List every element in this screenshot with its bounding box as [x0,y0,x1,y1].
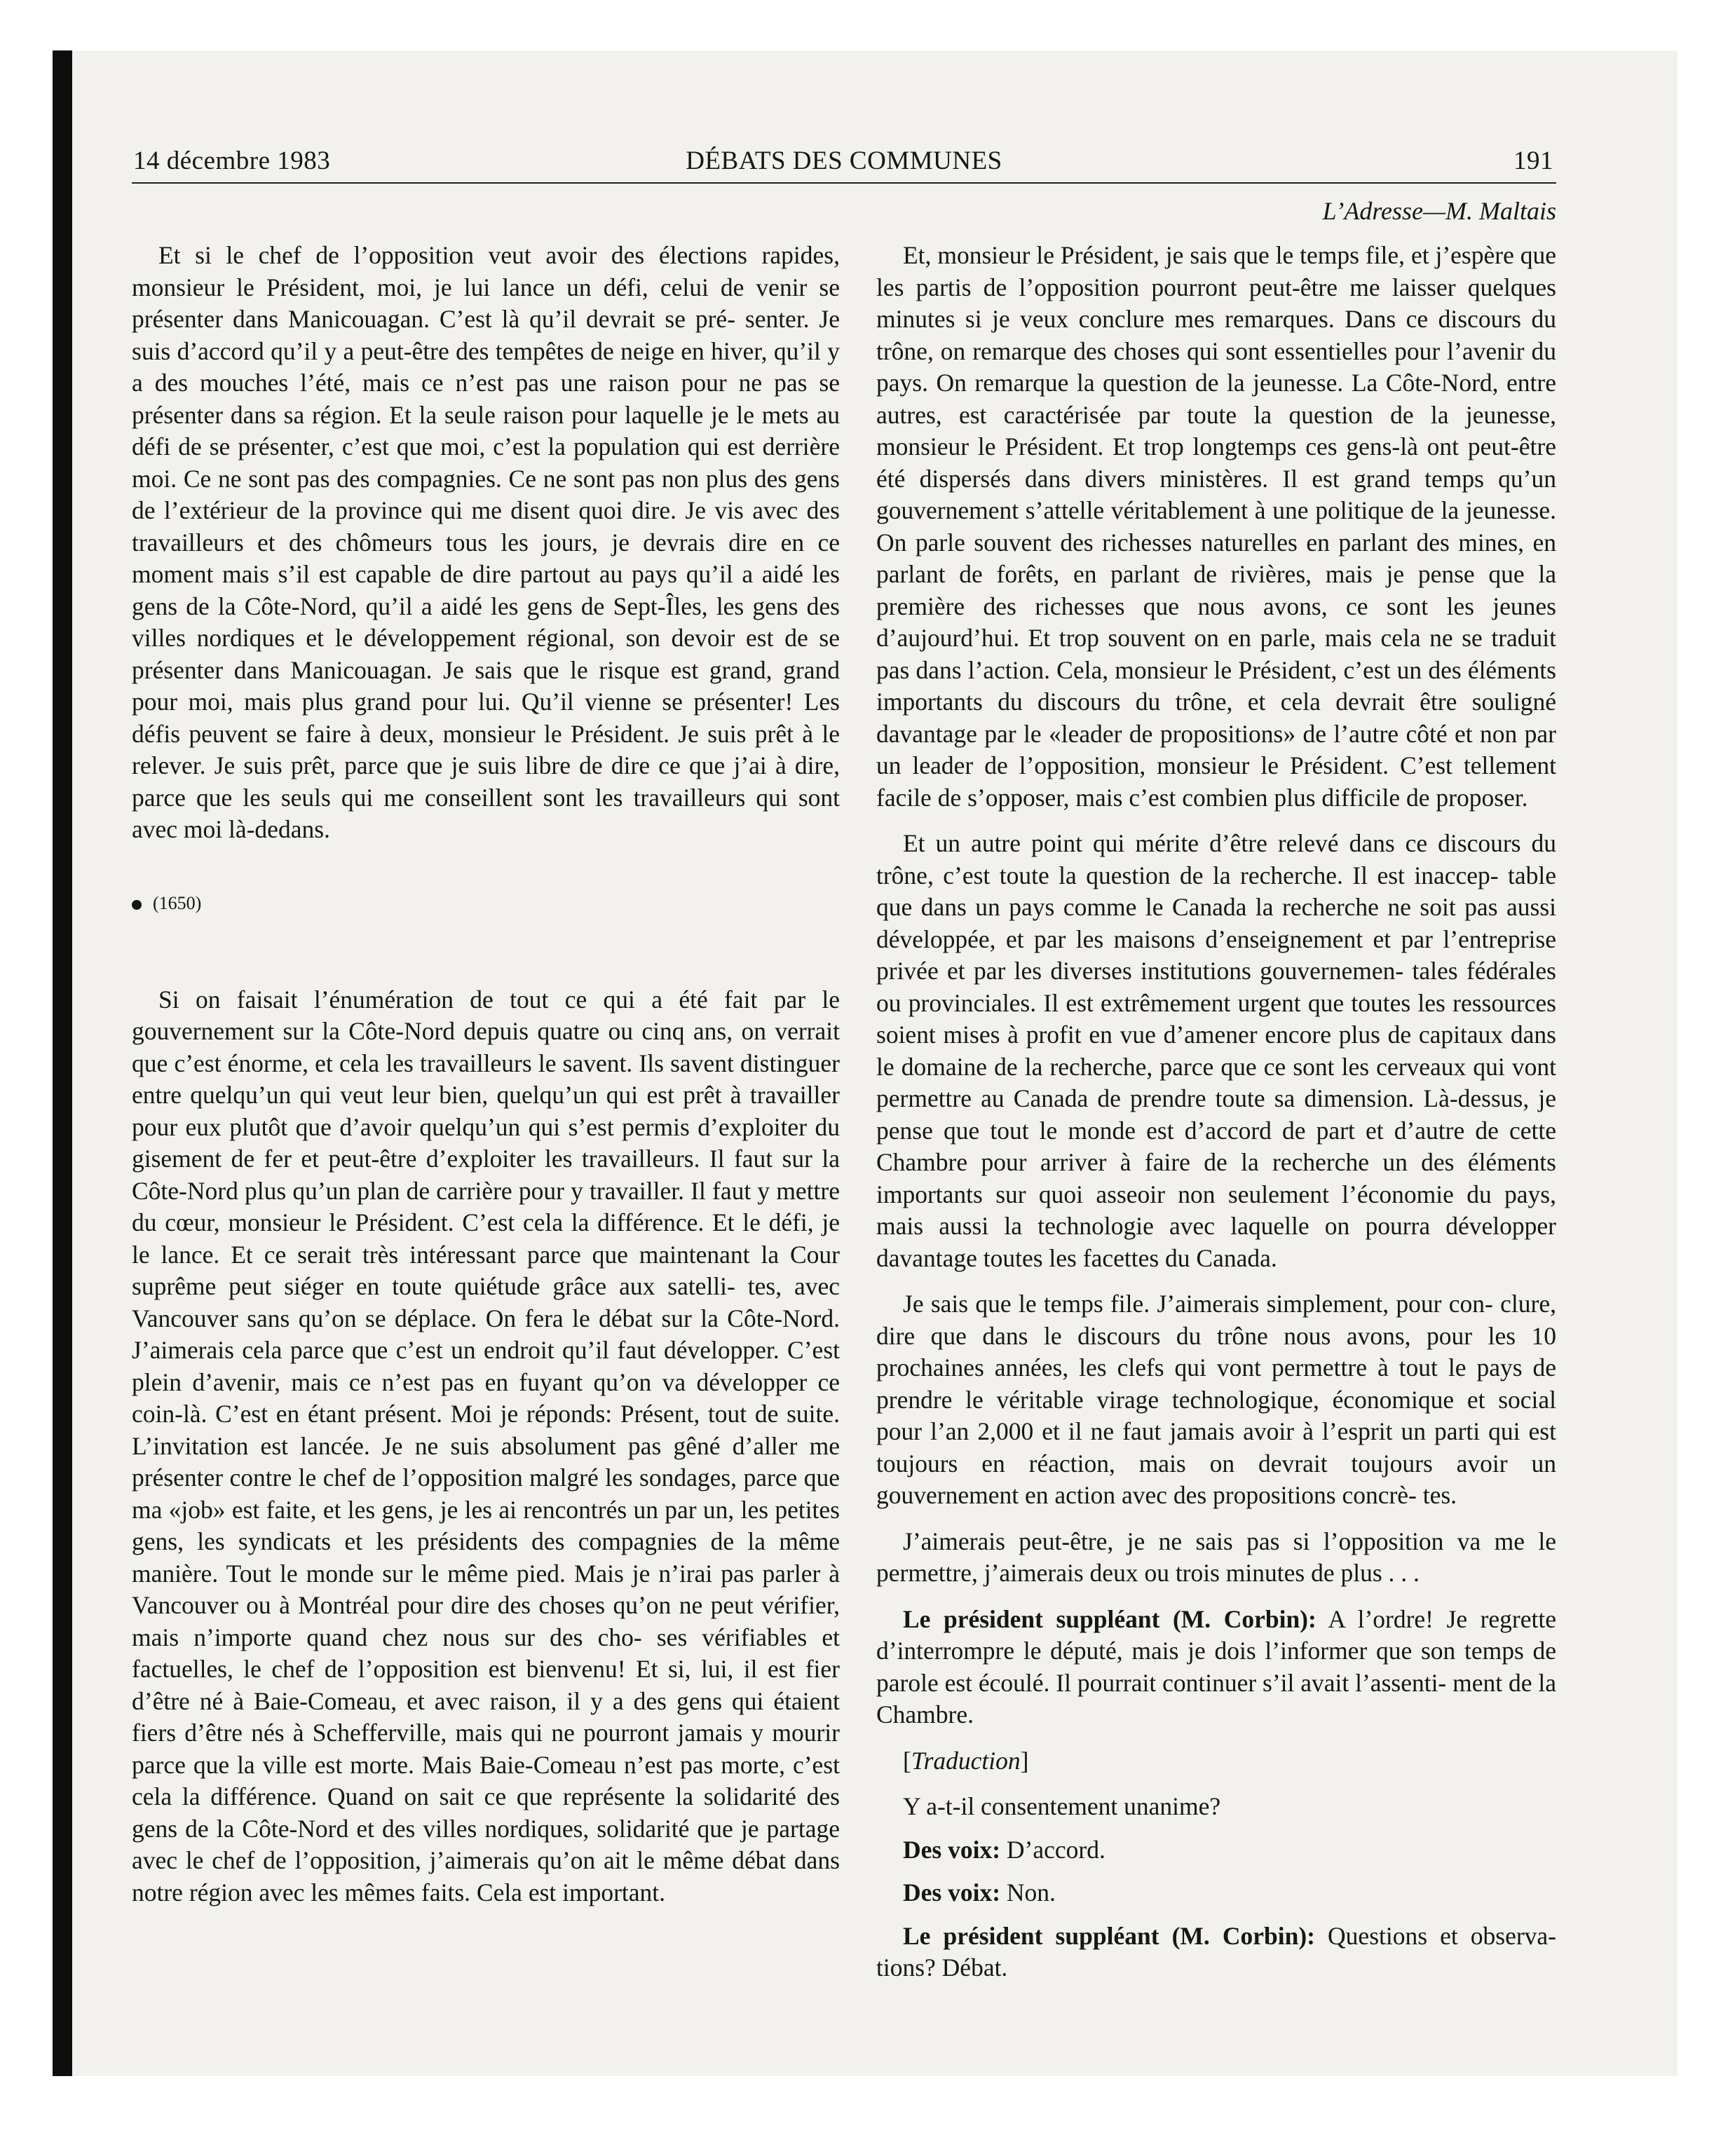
scan-margin [0,0,53,2156]
paragraph: Je sais que le temps file. J’aimerais simplement, pour con- clure, dire que dans le discours du trône nous avons, pour les 10 prochaines années, les clefs qui vont permettre à tout le pays de prendre le véritable virage technologique, économique et social pour l’an 2,000 et il ne faut jamais avoir à l’esprit un parti qui est toujours en réaction, mais on devrait toujours avoir un gouvernement en action avec des propositions concrè- tes. [876,1290,1556,1509]
translation-label: Traduction [911,1746,1021,1775]
speaker-name: Le président suppléant (M. Corbin): [903,1604,1316,1633]
time-marker [132,889,840,917]
bracket-open: [ [903,1746,911,1775]
paragraph: Si on faisait l’énumération de tout ce qui a été fait par le gouvernement sur la Côte-Nord depuis quatre ou cinq ans, on verrait que c’est énorme, et cela les travailleurs le savent. Ils savent distinguer entre quelqu’un qui veut leur bien, quelqu’un qui est prêt à travailler pour eux plutôt que d’avoir quelqu’un qui s’est permis d’exploiter du gisement de fer et peut-être d’exploiter les travailleurs. Il faut sur la Côte-Nord plus qu’un plan de carrière pour y travailler. Il faut y mettre du cœur, monsieur le Président. C’est cela la différence. Et le défi, je le lance. Et ce serait très intéressant parce que maintenant la Cour suprême peut siéger en toute quiétude grâce aux satelli- tes, avec Vancouver sans qu’on se déplace. On fera le débat sur la Côte-Nord. J’aimerais cela parce que c’est un endroit qu’il faut développer. C’est plein d’avenir, mais ce n’est pas en fuyant qu’on va développer ce coin-là. C’est en étant présent. Moi je réponds: Présent, tout de suite. L’invitation est lancée. Je ne suis absolument pas gêné d’aller me présenter contre le chef de l’opposition malgré les sondages, parce que ma «job» est faite, et les gens, je les ai rencontrés un par un, les petites gens, les syndicats et les présidents des compagnies de la même manière. Tout le monde sur le même pied. Mais je n’irai pas parler à Vancouver ou à Montréal pour dire des choses qu’on ne peut vérifier, mais n’importe quand chez nous sur des cho- ses vérifiables et factuelles, le chef de l’opposition est bienvenu! Et si, lui, il est fier d’être né à Baie-Comeau, et avec raison, il y a des gens qui étaient fiers d’être nés à Schefferville, mais qui ne pourront jamais y mourir parce que la ville est morte. Mais Baie-Comeau n’est pas morte, c’est cela la différence. Quand on sait ce que représente la solidarité des gens de la Côte-Nord et des villes nordiques, solidarité que je partage avec le chef de l’opposition, j’aimerais qu’on ait le même débat dans notre région avec les mêmes faits. Cela est important. [132,985,840,1906]
paragraph: J’aimerais peut-être, je ne sais pas si l’opposition va me le permettre, j’aimerais deux ou trois minutes de plus . . . [876,1527,1556,1587]
paragraph: Et, monsieur le Président, je sais que le temps file, et j’espère que les partis de l’opposition pourront peut-être me laisser quelques minutes si je veux conclure mes remarques. Dans ce discours du trône, on remarque des choses qui sont essentielles pour l’avenir du pays. On remarque la question de la jeunesse. La Côte-Nord, entre autres, est caractérisée par toute la question de la jeunesse, monsieur le Président. Et trop longtemps ces gens-là ont peut-être été dispersés dans divers ministères. Il est grand temps qu’un gouvernement s’attelle véritablement à une politique de la jeunesse. On parle souvent des richesses naturelles en parlant des mines, en parlant de forêts, en parlant de rivières, mais je pense que la première des richesses que nous avons, ce sont les jeunes d’aujourd’hui. Et trop souvent on en parle, mais cela ne se traduit pas dans l’action. Cela, monsieur le Président, c’est un des éléments importants du discours du trône, et cela devrait être souligné davantage par le «leader de propositions» de l’autre côté et non par un leader de l’opposition, monsieur le Président. C’est tellement facile de s’opposer, mais c’est combien plus difficile de proposer. [876,241,1556,812]
header-date: 14 décembre 1983 [133,146,331,175]
running-header [132,146,1556,184]
bracket-close: ] [1020,1746,1029,1775]
section-subheader: L’Adresse—M. Maltais [1322,197,1556,225]
speech [876,1834,1556,1867]
speech-text: A l’ordre! Je regrette d’interrompre le député, mais je dois l’informer que son temps de parole est écoulé. Il pourrait continuer s’il avait l’assenti- ment de la Chambre. [876,1604,1556,1728]
time-marker-text: (1650) [153,892,202,913]
speech [876,1604,1556,1731]
translation-note [876,1745,1556,1778]
speech [876,1920,1556,1984]
speaker-name: Le président suppléant (M. Corbin): [903,1921,1315,1950]
paragraph: Et si le chef de l’opposition veut avoir des élections rapides, monsieur le Président, moi, je lui lance un défi, celui de venir se présenter dans Manicouagan. C’est là qu’il devrait se pré- senter. Je suis d’accord qu’il y a peut-être des tempêtes de neige en hiver, qu’il y a des mouches l’été, mais ce n’est pas une raison pour ne pas se présenter dans sa région. Et la seule raison pour laquelle je le mets au défi de se présenter, c’est que moi, c’est la population qui est derrière moi. Ce ne sont pas des compagnies. Ce ne sont pas non plus des gens de l’extérieur de la province qui me disent quoi dire. Je vis avec des travailleurs et des chômeurs tous les jours, je devrais dire en ce moment mais s’il est capable de dire partout au pays qu’il a aidé les gens de la Côte-Nord, qu’il a aidé les gens de Sept-Îles, les gens des villes nordiques et le développement régional, son devoir est de se présenter dans Manicouagan. Je sais que le risque est grand, grand pour moi, mais plus grand pour lui. Qu’il vienne se présenter! Les défis peuvent se faire à deux, monsieur le Président. Je suis prêt à le relever. Je suis prêt, parce que je suis libre de dire ce que j’ai à dire, parce que les seuls qui me conseillent sont les travailleurs qui sont avec moi là-dedans. [132,241,840,843]
right-column [876,240,1556,1998]
speech-text: Questions et observa- tions? Débat. [876,1921,1557,1981]
paragraph: Et un autre point qui mérite d’être relevé dans ce discours du trône, c’est toute la question de la recherche. Il est inaccep- table que dans un pays comme le Canada la recherche ne soit pas aussi développée, et par les maisons d’enseignement et par l’entreprise privée et par les diverses institutions gouvernemen- tales fédérales ou provinciales. Il est extrêmement urgent que toutes les ressources soient mises à profit en vue d’amener encore plus de capitaux dans le domaine de la recherche, parce que ce sont les cerveaux qui vont permettre au Canada de prendre toute sa dimension. Là-dessus, je pense que tout le monde est d’accord de part et d’autre de cette Chambre pour arriver à faire de la recherche un des éléments importants sur quoi asseoir non seulement l’économie du pays, mais aussi la technologie avec laquelle on pourra développer davantage toutes les facettes du Canada. [876,829,1556,1272]
scan-binding-shadow [53,50,72,2076]
speech [876,1877,1556,1909]
header-title: DÉBATS DES COMMUNES [686,146,1002,175]
speech-text: D’accord. [1006,1835,1105,1864]
speech-text: Non. [1006,1878,1056,1906]
bullet-icon [132,900,142,910]
left-column [132,240,840,1923]
speaker-name: Des voix: [903,1835,1001,1864]
paragraph: Y a-t-il consentement unanime? [903,1792,1221,1820]
speaker-name: Des voix: [903,1878,1001,1906]
page-number: 191 [1513,146,1553,175]
